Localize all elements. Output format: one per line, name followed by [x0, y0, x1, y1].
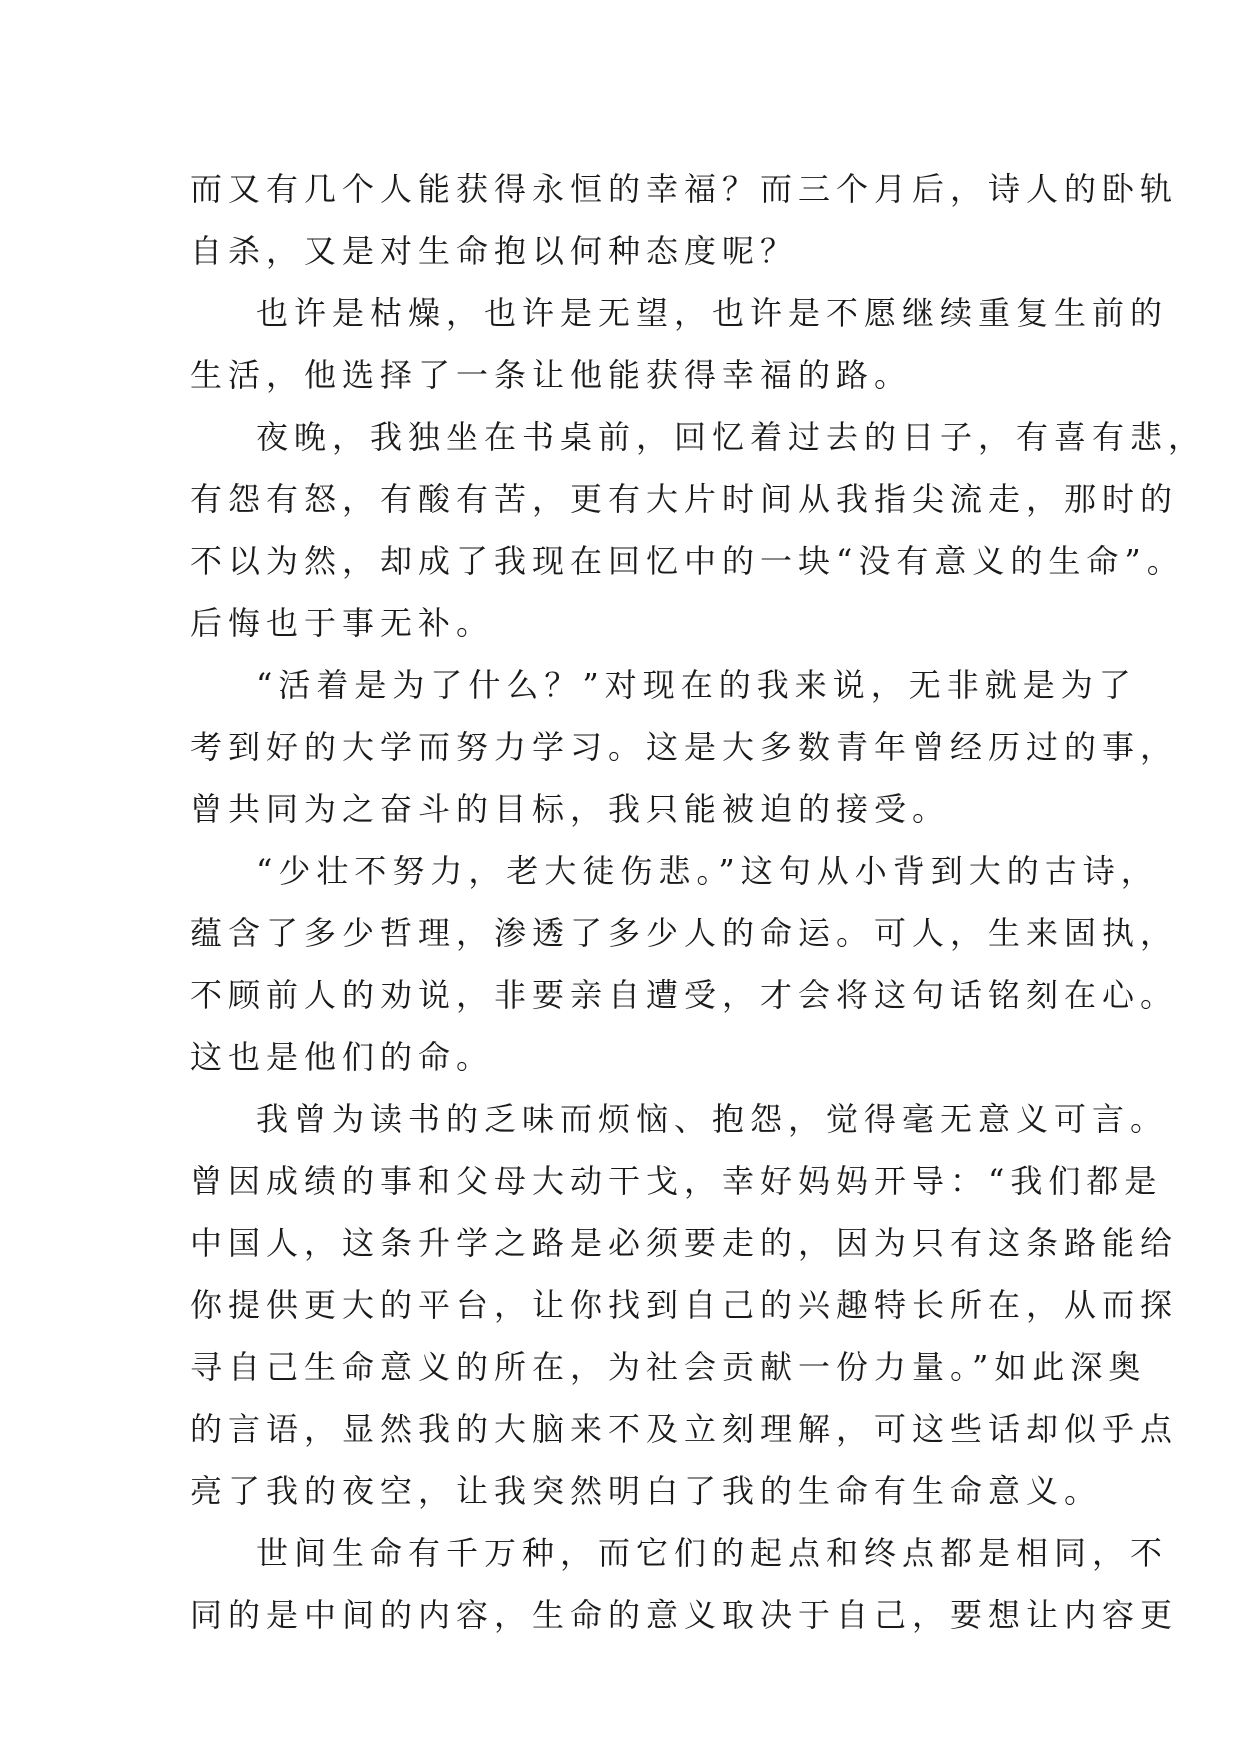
text-line: 同的是中间的内容，生命的意义取决于自己，要想让内容更 — [190, 1596, 1179, 1634]
text-line: 后悔也于事无补。 — [190, 604, 495, 642]
text-line: 有怨有怒，有酸有苦，更有大片时间从我指尖流走，那时的 — [190, 480, 1179, 518]
text-line: 的言语，显然我的大脑来不及立刻理解，可这些话却似乎点 — [190, 1410, 1179, 1448]
paragraph-start-line: 夜晚，我独坐在书桌前，回忆着过去的日子，有喜有悲， — [256, 418, 1207, 456]
text-line: 中国人，这条升学之路是必须要走的，因为只有这条路能给 — [190, 1224, 1179, 1262]
text-line: 这也是他们的命。 — [190, 1038, 495, 1076]
text-line: 亮了我的夜空，让我突然明白了我的生命有生命意义。 — [190, 1472, 1103, 1510]
text-line: 自杀，又是对生命抱以何种态度呢？ — [190, 232, 799, 270]
text-line: 你提供更大的平台，让你找到自己的兴趣特长所在，从而探 — [190, 1286, 1179, 1324]
paragraph-start-line: 我曾为读书的乏味而烦恼、抱怨，觉得毫无意义可言。 — [256, 1100, 1169, 1138]
text-line: 寻自己生命意义的所在，为社会贡献一份力量。”如此深奥 — [190, 1348, 1147, 1386]
paragraph-start-line: 世间生命有千万种，而它们的起点和终点都是相同，不 — [256, 1534, 1169, 1572]
text-line: 蕴含了多少哲理，渗透了多少人的命运。可人，生来固执， — [190, 914, 1179, 952]
body-text — [190, 158, 1207, 1646]
paragraph-start-line: 也许是枯燥，也许是无望，也许是不愿继续重复生前的 — [256, 294, 1169, 332]
paragraph-start-line: “活着是为了什么？”对现在的我来说，无非就是为了 — [256, 666, 1137, 704]
text-line: 曾共同为之奋斗的目标，我只能被迫的接受。 — [190, 790, 951, 828]
text-line: 而又有几个人能获得永恒的幸福？而三个月后，诗人的卧轨 — [190, 170, 1179, 208]
paragraph-start-line: “少壮不努力，老大徒伤悲。”这句从小背到大的古诗， — [256, 852, 1159, 890]
text-line: 曾因成绩的事和父母大动干戈，幸好妈妈开导：“我们都是 — [190, 1162, 1163, 1200]
text-line: 生活，他选择了一条让他能获得幸福的路。 — [190, 356, 913, 394]
text-line: 不顾前人的劝说，非要亲自遭受，才会将这句话铭刻在心。 — [190, 976, 1179, 1014]
text-line: 考到好的大学而努力学习。这是大多数青年曾经历过的事， — [190, 728, 1179, 766]
text-line: 不以为然，却成了我现在回忆中的一块“没有意义的生命”。 — [190, 542, 1185, 580]
